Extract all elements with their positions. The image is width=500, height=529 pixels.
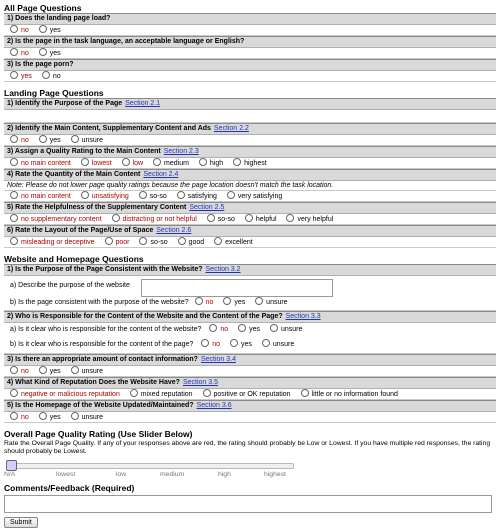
question-label: 2) Identify the Main Content, Supplementary Content and Ads xyxy=(7,125,211,132)
landing-q5 xyxy=(4,202,496,225)
radio-icon[interactable] xyxy=(238,324,246,332)
question-label: 2) Who is Responsible for the Content of the Website and the Content of the Page? xyxy=(7,313,283,320)
slider-handle[interactable] xyxy=(6,460,17,471)
website-responsibility-label: a) Is it clear who is responsible for the content of the website? xyxy=(10,326,202,333)
website-q1 xyxy=(4,264,496,311)
radio-icon[interactable] xyxy=(195,297,203,305)
all-page-q2 xyxy=(4,36,496,59)
radio-icon[interactable] xyxy=(105,237,113,245)
option-yes[interactable]: yes xyxy=(39,135,61,146)
answer-row xyxy=(4,389,496,400)
tick-high: high xyxy=(218,471,231,478)
question-label: 5) Is the Homepage of the Website Updated/Maintained? xyxy=(7,402,194,409)
answer-row xyxy=(4,412,496,423)
section-link[interactable]: Section 3.6 xyxy=(196,402,232,409)
radio-icon[interactable] xyxy=(245,214,253,222)
radio-icon[interactable] xyxy=(130,389,138,397)
radio-icon[interactable] xyxy=(286,214,294,222)
option-no[interactable]: no xyxy=(10,366,29,377)
option-very-helpful[interactable]: very helpful xyxy=(286,214,333,225)
describe-purpose-label: a) Describe the purpose of the website xyxy=(10,282,130,289)
section-link[interactable]: Section 3.4 xyxy=(200,356,236,363)
question-header xyxy=(4,312,496,323)
radio-icon[interactable] xyxy=(122,158,130,166)
radio-icon[interactable] xyxy=(81,158,89,166)
question-header xyxy=(4,355,496,366)
option-no[interactable]: no xyxy=(201,337,220,353)
page-responsibility-label: b) Is it clear who is responsible for the content of the page? xyxy=(10,341,194,348)
radio-icon[interactable] xyxy=(10,25,18,33)
option-yes[interactable]: yes xyxy=(223,296,245,310)
radio-icon[interactable] xyxy=(10,158,18,166)
radio-icon[interactable] xyxy=(39,25,47,33)
radio-icon[interactable] xyxy=(207,214,215,222)
option-no-main-content[interactable]: no main content xyxy=(10,158,71,169)
question-label: 4) Rate the Quantity of the Main Content xyxy=(7,171,141,178)
option-no-supplementary[interactable]: no supplementary content xyxy=(10,214,102,225)
comments-title: Comments/Feedback (Required) xyxy=(4,483,135,493)
option-excellent[interactable]: excellent xyxy=(214,237,253,248)
radio-icon[interactable] xyxy=(10,412,18,420)
all-page-title: All Page Questions xyxy=(4,3,82,13)
option-unsure[interactable]: unsure xyxy=(71,135,103,146)
all-page-q3 xyxy=(4,59,496,82)
radio-icon[interactable] xyxy=(10,366,18,374)
question-label: 6) Rate the Layout of the Page/Use of Space xyxy=(7,227,154,234)
radio-icon[interactable] xyxy=(262,339,270,347)
radio-icon[interactable] xyxy=(10,389,18,397)
option-yes[interactable]: yes xyxy=(238,323,260,337)
question-header xyxy=(4,378,496,389)
radio-icon[interactable] xyxy=(177,191,185,199)
website-q4 xyxy=(4,377,496,400)
option-yes[interactable]: yes xyxy=(39,366,61,377)
answer-row xyxy=(4,110,496,123)
answer-row xyxy=(4,237,496,248)
option-high[interactable]: high xyxy=(199,158,223,169)
radio-icon[interactable] xyxy=(10,237,18,245)
question-label: 3) Assign a Quality Rating to the Main Content xyxy=(7,148,161,155)
option-misleading[interactable]: misleading or deceptive xyxy=(10,237,95,248)
describe-purpose-row xyxy=(4,276,496,296)
option-poor[interactable]: poor xyxy=(105,237,130,248)
radio-icon[interactable] xyxy=(178,237,186,245)
answer-row xyxy=(4,71,496,82)
radio-icon[interactable] xyxy=(139,237,147,245)
option-yes[interactable]: yes xyxy=(39,48,61,59)
question-label: 1) Does the landing page load? xyxy=(4,14,496,25)
radio-icon[interactable] xyxy=(42,71,50,79)
question-label: 3) Is the page porn? xyxy=(4,60,496,71)
slider-track[interactable] xyxy=(8,463,294,469)
question-label: 1) Is the Purpose of the Page Consistent with the Website? xyxy=(7,266,203,273)
radio-icon[interactable] xyxy=(255,297,263,305)
answer-row xyxy=(4,48,496,59)
question-label: 4) What Kind of Reputation Does the Website Have? xyxy=(7,379,180,386)
tick-medium: medium xyxy=(160,471,185,478)
landing-q4 xyxy=(4,169,496,202)
answer-row xyxy=(4,191,496,202)
landing-q2 xyxy=(4,123,496,146)
question-header xyxy=(4,401,496,412)
landing-title: Landing Page Questions xyxy=(4,88,104,98)
radio-icon[interactable] xyxy=(214,237,222,245)
website-q5 xyxy=(4,400,496,423)
option-positive-reputation[interactable]: positive or OK reputation xyxy=(203,389,291,400)
radio-icon[interactable] xyxy=(112,214,120,222)
radio-icon[interactable] xyxy=(10,214,18,222)
option-yes[interactable]: yes xyxy=(39,25,61,36)
option-unsure[interactable]: unsure xyxy=(262,337,294,353)
option-so-so[interactable]: so-so xyxy=(207,214,235,225)
website-responsibility-row xyxy=(4,323,496,337)
answer-row xyxy=(4,135,496,146)
question-label: 1) Identify the Purpose of the Page xyxy=(7,100,123,107)
question-header xyxy=(4,265,496,276)
question-label: 3) Is there an appropriate amount of contact information? xyxy=(7,356,198,363)
submit-button[interactable]: Submit xyxy=(4,517,38,528)
radio-icon[interactable] xyxy=(71,135,79,143)
section-link[interactable]: Section 2.4 xyxy=(143,171,179,178)
option-highest[interactable]: highest xyxy=(233,158,267,169)
landing-q6 xyxy=(4,225,496,248)
option-yes[interactable]: yes xyxy=(39,412,61,423)
option-no[interactable]: no xyxy=(10,412,29,423)
option-helpful[interactable]: helpful xyxy=(245,214,277,225)
rating-form xyxy=(4,3,496,528)
option-good[interactable]: good xyxy=(178,237,205,248)
website-q2 xyxy=(4,311,496,354)
option-yes[interactable]: yes xyxy=(10,71,32,82)
radio-icon[interactable] xyxy=(230,339,238,347)
page-responsibility-row xyxy=(4,337,496,354)
answer-row xyxy=(4,366,496,377)
radio-icon[interactable] xyxy=(199,158,207,166)
radio-icon[interactable] xyxy=(10,48,18,56)
overall-title: Overall Page Quality Rating (Use Slider Below) xyxy=(4,429,193,439)
option-lowest[interactable]: lowest xyxy=(81,158,112,169)
option-so-so[interactable]: so-so xyxy=(139,191,167,202)
question-header xyxy=(4,170,496,181)
answer-row xyxy=(4,158,496,169)
option-unsure[interactable]: unsure xyxy=(270,323,302,337)
landing-q1 xyxy=(4,98,496,123)
option-distracting[interactable]: distracting or not helpful xyxy=(112,214,197,225)
option-medium[interactable]: medium xyxy=(153,158,189,169)
option-little-information[interactable]: little or no information found xyxy=(301,389,398,400)
option-no[interactable]: no xyxy=(10,135,29,146)
section-link[interactable]: Section 3.5 xyxy=(182,379,218,386)
website-q3 xyxy=(4,354,496,377)
question-label: 5) Rate the Helpfulness of the Supplementary Content xyxy=(7,204,187,211)
answer-row xyxy=(4,214,496,225)
tick-na: N/A xyxy=(4,471,16,478)
option-unsure[interactable]: unsure xyxy=(71,412,103,423)
radio-icon[interactable] xyxy=(270,324,278,332)
website-purpose-textarea[interactable] xyxy=(141,279,333,297)
radio-icon[interactable] xyxy=(10,191,18,199)
option-no[interactable]: no xyxy=(10,25,29,36)
radio-icon[interactable] xyxy=(223,297,231,305)
quantity-note: Note: Please do not lower page quality ratings because the page location doesn't match the task location. xyxy=(4,181,496,191)
option-so-so[interactable]: so-so xyxy=(139,237,167,248)
radio-icon[interactable] xyxy=(153,158,161,166)
radio-icon[interactable] xyxy=(227,191,235,199)
tick-highest: highest xyxy=(264,471,286,478)
radio-icon[interactable] xyxy=(39,366,47,374)
question-header xyxy=(4,99,496,110)
section-link[interactable]: Section 2.3 xyxy=(163,148,199,155)
section-link[interactable]: Section 3.3 xyxy=(285,313,321,320)
quality-slider[interactable] xyxy=(4,459,304,481)
option-negative-reputation[interactable]: negative or malicious reputation xyxy=(10,389,120,400)
overall-description: Rate the Overall Page Quality. If any of your responses above are red, the rating should probably be Low or Lowest. If you have multiple red responses, the rating should probably be Lowest. xyxy=(4,440,491,455)
option-no[interactable]: no xyxy=(209,323,228,337)
option-no[interactable]: no xyxy=(42,71,61,82)
option-satisfying[interactable]: satisfying xyxy=(177,191,217,202)
option-no[interactable]: no xyxy=(195,296,214,310)
radio-icon[interactable] xyxy=(233,158,241,166)
option-low[interactable]: low xyxy=(122,158,144,169)
section-link[interactable]: Section 2.5 xyxy=(189,204,225,211)
section-link[interactable]: Section 2.6 xyxy=(156,227,192,234)
website-title: Website and Homepage Questions xyxy=(4,254,144,264)
radio-icon[interactable] xyxy=(10,71,18,79)
option-yes[interactable]: yes xyxy=(230,337,252,353)
radio-icon[interactable] xyxy=(39,412,47,420)
landing-q3 xyxy=(4,146,496,169)
radio-icon[interactable] xyxy=(81,191,89,199)
question-header xyxy=(4,203,496,214)
option-unsatisfying[interactable]: unsatisfying xyxy=(81,191,129,202)
section-link[interactable]: Section 3.2 xyxy=(205,266,241,273)
tick-low: low xyxy=(116,471,127,478)
radio-icon[interactable] xyxy=(139,191,147,199)
radio-icon[interactable] xyxy=(209,324,217,332)
option-unsure[interactable]: unsure xyxy=(255,296,287,310)
radio-icon[interactable] xyxy=(39,135,47,143)
radio-icon[interactable] xyxy=(71,366,79,374)
radio-icon[interactable] xyxy=(71,412,79,420)
option-no-main-content[interactable]: no main content xyxy=(10,191,71,202)
question-header xyxy=(4,147,496,158)
radio-icon[interactable] xyxy=(10,135,18,143)
section-link[interactable]: Section 2.1 xyxy=(125,100,161,107)
section-link[interactable]: Section 2.2 xyxy=(213,125,249,132)
question-header xyxy=(4,124,496,135)
option-very-satisfying[interactable]: very satisfying xyxy=(227,191,282,202)
radio-icon[interactable] xyxy=(203,389,211,397)
radio-icon[interactable] xyxy=(201,339,209,347)
option-mixed-reputation[interactable]: mixed reputation xyxy=(130,389,193,400)
comments-textarea[interactable] xyxy=(4,495,492,513)
question-label: 2) Is the page in the task language, an acceptable language or English? xyxy=(4,37,496,48)
consistency-row xyxy=(4,296,496,311)
option-no[interactable]: no xyxy=(10,48,29,59)
consistency-label: b) Is the page consistent with the purpose of the website? xyxy=(10,299,189,306)
option-unsure[interactable]: unsure xyxy=(71,366,103,377)
all-page-q1 xyxy=(4,13,496,36)
answer-row xyxy=(4,25,496,36)
tick-lowest: lowest xyxy=(56,471,76,478)
radio-icon[interactable] xyxy=(301,389,309,397)
radio-icon[interactable] xyxy=(39,48,47,56)
question-header xyxy=(4,226,496,237)
